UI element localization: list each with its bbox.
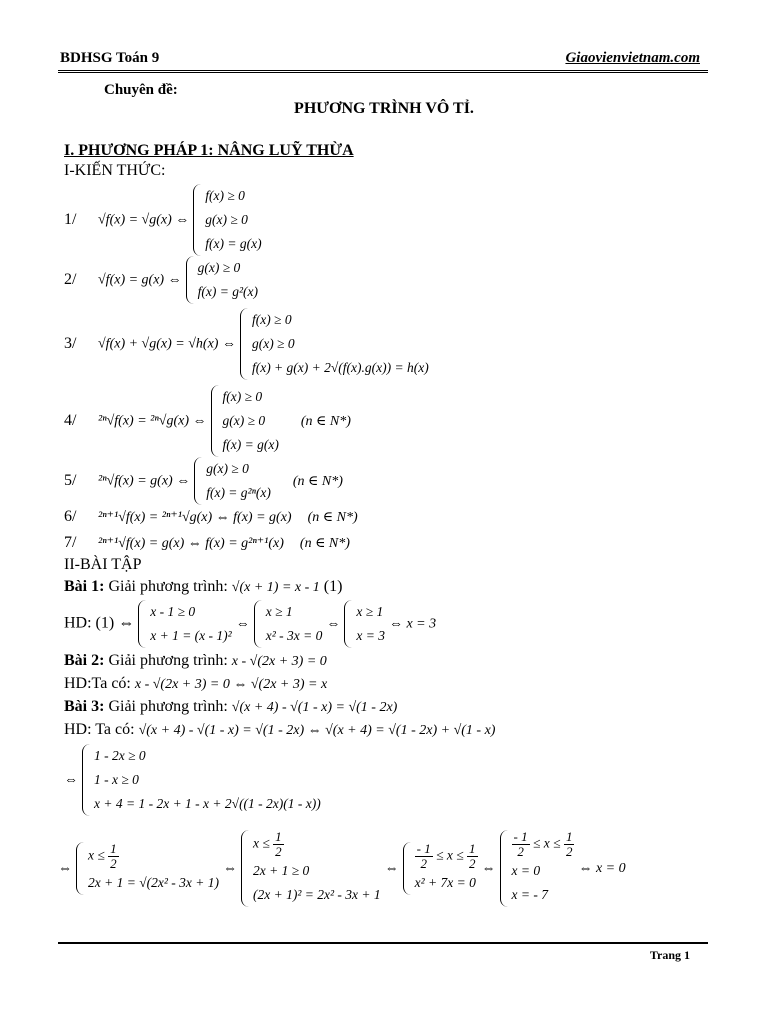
bai-2-solution: HD:Ta có: x - √(2x + 3) = 0 ⇔ √(2x + 3) = x xyxy=(64,675,328,692)
rule-6: 6/ ²ⁿ⁺¹√f(x) = ²ⁿ⁺¹√g(x) ⇔ f(x) = g(x) (n ∈ N*) xyxy=(64,508,358,525)
rule-2: 2/ √f(x) = g(x) ⇔ g(x) ≥ 0 f(x) = g²(x) xyxy=(64,256,258,304)
rule-1: 1/ √f(x) = √g(x) ⇔ f(x) ≥ 0 g(x) ≥ 0 f(x) = g(x) xyxy=(64,184,262,256)
rule-5: 5/ ²ⁿ√f(x) = g(x) ⇔ g(x) ≥ 0 f(x) = g²ⁿ(x) (n ∈ N*) xyxy=(64,457,343,505)
header-divider xyxy=(58,70,708,73)
rule-4: 4/ ²ⁿ√f(x) = ²ⁿ√g(x) ⇔ f(x) ≥ 0 g(x) ≥ 0 f(x) = g(x) (n ∈ N*) xyxy=(64,385,351,457)
bai-tap-heading: II-BÀI TẬP xyxy=(64,556,142,573)
rule-5-system: g(x) ≥ 0 f(x) = g²ⁿ(x) xyxy=(194,457,271,505)
rule-3: 3/ √f(x) + √g(x) = √h(x) ⇔ f(x) ≥ 0 g(x) ≥ 0 f(x) + g(x) + 2√(f(x).g(x)) = h(x) xyxy=(64,308,429,380)
rule-3-system: f(x) ≥ 0 g(x) ≥ 0 f(x) + g(x) + 2√(f(x).g(x)) = h(x) xyxy=(240,308,429,380)
footer-divider xyxy=(58,942,708,944)
section-title: I. PHƯƠNG PHÁP 1: NÂNG LUỸ THỪA xyxy=(64,142,354,159)
header-left: BDHSG Toán 9 xyxy=(60,50,160,66)
rule-1-lhs: √f(x) = √g(x) ⇔ xyxy=(98,212,190,228)
bai-1: Bài 1: Giải phương trình: √(x + 1) = x - 1 (1) xyxy=(64,578,343,595)
topic-label: Chuyên đề: xyxy=(104,82,178,98)
page-number: Trang 1 xyxy=(649,948,690,962)
bai-3-system-a: ⇔ 1 - 2x ≥ 0 1 - x ≥ 0 x + 4 = 1 - 2x + 1 - x + 2√((1 - 2x)(1 - x)) xyxy=(64,744,321,816)
header-right-link[interactable]: Giaovienvietnam.com xyxy=(565,50,700,66)
bai-3-hd: HD: Ta có: √(x + 4) - √(1 - x) = √(1 - 2x) ⇔ √(x + 4) = √(1 - 2x) + √(1 - x) xyxy=(64,721,496,738)
bai-3-final-chain: ⇔ x ≤ $\frac{1}{2}$ 2x + 1 = √(2x² - 3x + 1) ⇔ x ≤ $\frac{1}{2}$ 2x + 1 ≥ 0 (2x + 1)² = 2x² - 3x + 1 ⇔ $\frac{- 1}{2}$ ≤ x ≤ $\frac{1}{2}$ x² + 7x = 0 ⇔ $\frac{- 1}{2}$ ≤ x ≤ $\frac{1}{2}$ x = 0 x = - 7 ⇔ x = 0 xyxy=(58,830,626,907)
bai-1-solution: HD: (1) ⇔ x - 1 ≥ 0 x + 1 = (x - 1)² ⇔ x ≥ 1 x² - 3x = 0 ⇔ x ≥ 1 x = 3 ⇔ x = 3 xyxy=(64,600,436,648)
rule-2-system: g(x) ≥ 0 f(x) = g²(x) xyxy=(186,256,258,304)
rule-1-system: f(x) ≥ 0 g(x) ≥ 0 f(x) = g(x) xyxy=(193,184,261,256)
bai-3: Bài 3: Giải phương trình: √(x + 4) - √(1 - x) = √(1 - 2x) xyxy=(64,698,398,715)
rule-4-system: f(x) ≥ 0 g(x) ≥ 0 f(x) = g(x) xyxy=(211,385,279,457)
page-title: PHƯƠNG TRÌNH VÔ TỈ. xyxy=(294,100,474,117)
rule-7: 7/ ²ⁿ⁺¹√f(x) = g(x) ⇔ f(x) = g²ⁿ⁺¹(x) (n ∈ N*) xyxy=(64,534,350,551)
bai-2: Bài 2: Giải phương trình: x - √(2x + 3) = 0 xyxy=(64,652,327,669)
kien-thuc-heading: I-KIẾN THỨC: xyxy=(64,162,166,179)
